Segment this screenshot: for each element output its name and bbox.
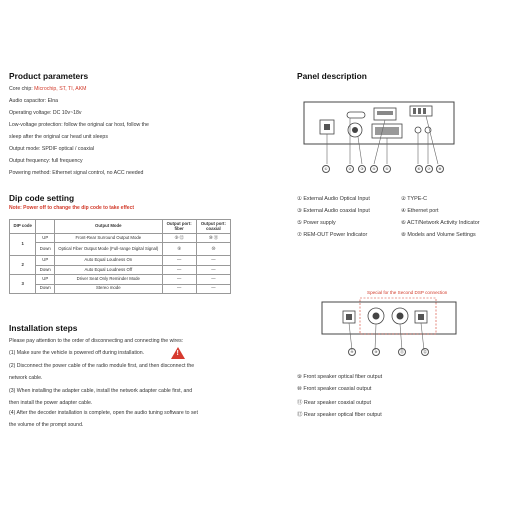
param-line: Powering method: Ethernet signal control, no ACC needed (9, 170, 144, 176)
dip-fiber: — (162, 256, 196, 265)
install-step: (2) Disconnect the power cable of the radio module first, and then disconnect the (9, 363, 195, 369)
legend-item: ⑤ Power supply (297, 220, 336, 226)
dip-pos: UP (36, 275, 55, 284)
callout-number: ① (322, 165, 330, 173)
legend-item: ① External Audio Optical Input (297, 196, 370, 202)
dip-coax: — (196, 265, 230, 274)
table-row (10, 256, 231, 265)
dip-coax: ⑩ ⑪ (196, 234, 230, 243)
core-chip-line (9, 86, 86, 92)
callout-number: ② (346, 165, 354, 173)
install-step: then install the power adapter cable. (9, 400, 93, 406)
dip-coax: — (196, 284, 230, 293)
dip-mode: Stereo mode (55, 284, 162, 293)
dip-pos: UP (36, 256, 55, 265)
dip-fiber: — (162, 284, 196, 293)
callout-number: ⑩ (372, 348, 380, 356)
install-step: the volume of the prompt sound. (9, 422, 84, 428)
callout-number: ⑤ (383, 165, 391, 173)
param-line: Output mode: SPDIF optical / coaxial (9, 146, 95, 152)
legend-item: ⑨ Front speaker optical fiber output (297, 374, 383, 380)
dip-pos: Down (36, 265, 55, 274)
dip-mode: Front-Rear Surround Output Mode (55, 234, 162, 243)
legend-item: ⑪ Rear speaker coaxial output (297, 400, 372, 406)
dip-group: 3 (10, 275, 36, 294)
dip-coax: — (196, 256, 230, 265)
table-header: Output port: coaxial (196, 220, 230, 234)
table-row (10, 243, 231, 256)
legend-item: ⑫ Rear speaker optical fiber output (297, 412, 382, 418)
dip-code-table (9, 219, 231, 294)
callout-number: ⑥ (415, 165, 423, 173)
warning-icon: ! (171, 347, 185, 359)
table-row (10, 284, 231, 293)
dip-coax: ⑩ (196, 243, 230, 256)
installation-steps-title: Installation steps (9, 323, 78, 333)
dip-mode: Optical Fiber Output Mode (Full-range Digital Signal) (55, 243, 162, 256)
dip-note: Note: Power off to change the dip code to take effect (9, 205, 135, 211)
legend-item: ② TYPE-C (401, 196, 428, 202)
dip-fiber: — (162, 265, 196, 274)
dip-coax: — (196, 275, 230, 284)
callout-number: ⑪ (398, 348, 406, 356)
legend-item: ⑧ Models and Volume Settings (401, 232, 476, 238)
install-step: (1) Make sure the vehicle is powered off during installation. (9, 350, 145, 356)
type-c-port (347, 112, 365, 118)
dip-pos: Down (36, 243, 55, 256)
legend-item: ⑩ Front speaker coaxial output (297, 386, 372, 392)
dip-mode: Auto Equal Loudness On (55, 256, 162, 265)
core-chip-value: Microchip, ST, TI, AKM (34, 86, 87, 92)
callout-number: ⑫ (421, 348, 429, 356)
table-row (10, 265, 231, 274)
dip-mode: Auto Equal Loudness Off (55, 265, 162, 274)
callout-number: ⑦ (425, 165, 433, 173)
callout-number: ④ (370, 165, 378, 173)
callout-number: ⑨ (348, 348, 356, 356)
legend-item: ③ External Audio coaxial Input (297, 208, 370, 214)
callout-number: ③ (358, 165, 366, 173)
table-header (36, 220, 55, 234)
dip-fiber: — (162, 275, 196, 284)
param-line: Output frequency: full frequency (9, 158, 83, 164)
product-parameters-title: Product parameters (9, 71, 89, 81)
callout-number: ⑧ (436, 165, 444, 173)
dip-group: 1 (10, 234, 36, 256)
panel-description-title: Panel description (297, 71, 367, 81)
install-step: network cable. (9, 375, 43, 381)
install-intro: Please pay attention to the order of disconnecting and connecting the wires: (9, 338, 184, 344)
install-step: (3) When installing the adapter cable, install the network adapter cable first, and (9, 388, 193, 394)
dip-pos: UP (36, 234, 55, 243)
param-line: Operating voltage: DC 10v~18v (9, 110, 82, 116)
param-line: Low-voltage protection: follow the original car host, follow the (9, 122, 149, 128)
param-line: sleep after the original car head unit sleeps (9, 134, 108, 140)
param-line: Audio capacitor: Elna (9, 98, 59, 104)
rem-out-indicator (415, 127, 421, 133)
legend-item: ⑦ REM-OUT Power Indicator (297, 232, 368, 238)
install-step: (4) After the decoder installation is complete, open the audio tuning software to set (9, 410, 198, 416)
dip-fiber: ⑨ (162, 243, 196, 256)
special-dsp-label: Special for the Second DSP connection (367, 290, 448, 295)
legend-item: ④ Ethernet port (401, 208, 439, 214)
dip-pos: Down (36, 284, 55, 293)
table-header: DIP code (10, 220, 36, 234)
legend-item: ⑥ ACT/Network Activity Indicator (401, 220, 480, 226)
core-chip-label: Core chip: (9, 86, 33, 92)
dip-mode: Driver Seat Only Reminder Mode (55, 275, 162, 284)
table-row (10, 275, 231, 284)
dip-code-title: Dip code setting (9, 193, 75, 203)
table-row (10, 234, 231, 243)
bottom-panel-diagram (320, 294, 460, 360)
dip-group: 2 (10, 256, 36, 275)
dip-fiber: ⑨ ⑫ (162, 234, 196, 243)
table-header: Output Mode (55, 220, 162, 234)
table-header: Output port: fiber (162, 220, 196, 234)
